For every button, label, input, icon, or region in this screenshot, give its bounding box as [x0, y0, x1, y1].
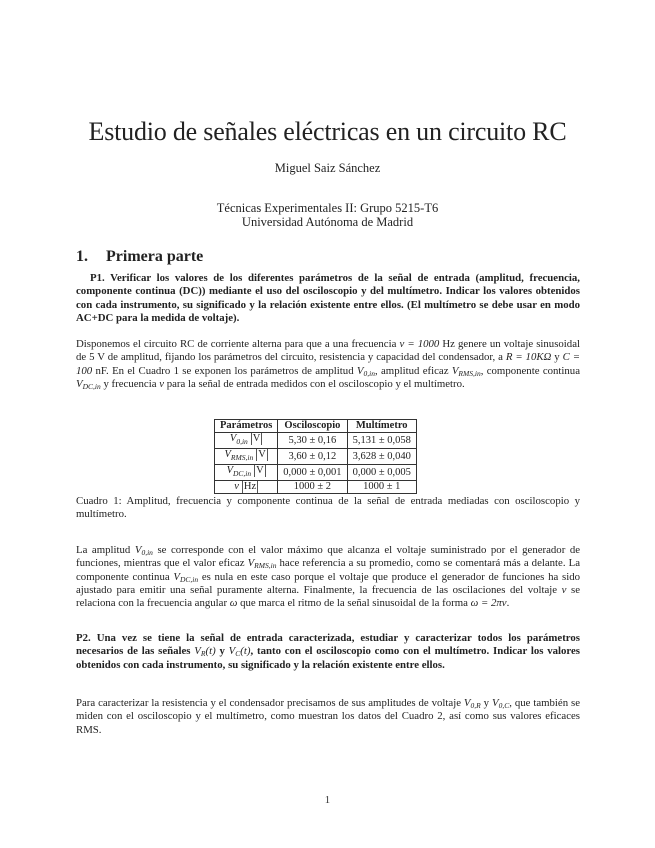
- question-p2: P2. Una vez se tiene la señal de entrada caracterizada, estudiar y caracterizar todos los parámetros necesarios de las señales $V_R(t)$ y $V_C(t)$, tanto con el osciloscopio como con el multímetro. Indicar los valores obtenidos con cada instrumento, su significado y la relación existente entre ellos.: [76, 632, 580, 671]
- question-label: P2.: [76, 632, 91, 644]
- table-row: [215, 481, 417, 494]
- section-heading: [76, 248, 203, 266]
- table-row: [215, 433, 417, 449]
- table-row: [215, 449, 417, 465]
- table-header: Osciloscopio: [278, 420, 347, 433]
- table-header-row: [215, 420, 417, 433]
- paragraph-intro: Disponemos el circuito RC de corriente alterna para que a una frecuencia ν = 1000 Hz genere un voltaje sinusoidal de 5 V de amplitud, fijando los parámetros del circuito, resistencia y capacidad del condensador, a R = 10KΩ y C = 100 nF. En el Cuadro 1 se exponen los parámetros de amplitud $V_{0,in}$, amplitud eficaz $V_{RMS,in}$, componente continua $V_{DC,in}$ y frecuencia ν para la señal de entrada medidos con el osciloscopio y el multímetro.: [76, 338, 580, 391]
- multimeter-value: 3,628 ± 0,040: [347, 449, 416, 465]
- question-label: P1.: [90, 272, 105, 284]
- table-caption: Cuadro 1: Amplitud, frecuencia y componente continua de la señal de entrada mediadas con osciloscopio y multímetro.: [76, 495, 580, 521]
- param-cell: ν Hz: [215, 481, 278, 494]
- page-number: 1: [324, 794, 331, 806]
- section-title: Primera parte: [106, 248, 204, 265]
- oscilloscope-value: 0,000 ± 0,001: [278, 465, 347, 481]
- question-p1: [76, 272, 580, 325]
- affiliation-course: Técnicas Experimentales II: Grupo 5215-T6: [216, 201, 439, 215]
- param-cell: $V_{0,in}$ V: [215, 433, 278, 449]
- document-author: Miguel Saiz Sánchez: [274, 161, 381, 175]
- document-title: Estudio de señales eléctricas en un circuito RC: [88, 117, 567, 146]
- param-cell: $V_{RMS,in}$ V: [215, 449, 278, 465]
- multimeter-value: 1000 ± 1: [347, 481, 416, 494]
- data-table-cuadro-1: [214, 419, 417, 494]
- table-header: Multímetro: [347, 420, 416, 433]
- affiliation: [0, 201, 655, 229]
- multimeter-value: 5,131 ± 0,058: [347, 433, 416, 449]
- table-header: Parámetros: [215, 420, 278, 433]
- paragraph-explanation: La amplitud $V_{0,in}$ se corresponde con el valor máximo que alcanza el voltaje suministrado por el generador de funciones, mientras que el valor eficaz $V_{RMS,in}$ hace referencia a su promedio, como se comentará más a delante. La componente continua $V_{DC,in}$ es nula en este caso porque el voltaje que produce el generador de funciones ha sido ajustado para emitir una señal puramente alterna. Finalmente, la frecuencia de las oscilaciones del voltaje ν se relaciona con la frecuencia angular ω que marca el ritmo de la señal sinusoidal de la forma ω = 2πν.: [76, 544, 581, 610]
- oscilloscope-value: 5,30 ± 0,16: [278, 433, 347, 449]
- question-text: Verificar los valores de los diferentes parámetros de la señal de entrada (amplitud, frecuencia, componente continua (DC)) mediante el uso del osciloscopio y del multímetro. Indicar los valores obtenidos con cada instrumento, su significado y la relación existente entre ellos. (El multímetro se debe usar en modo AC+DC para la medida de voltaje).: [76, 272, 580, 324]
- table-row: [215, 465, 417, 481]
- paragraph-p2-answer: Para caracterizar la resistencia y el condensador precisamos de sus amplitudes de voltaje $V_{0,R}$ y $V_{0,C}$, que también se miden con el osciloscopio y el multímetro, como muestran los datos del Cuadro 2, así como sus valores eficaces RMS.: [76, 697, 580, 736]
- multimeter-value: 0,000 ± 0,005: [347, 465, 416, 481]
- oscilloscope-value: 3,60 ± 0,12: [278, 449, 347, 465]
- affiliation-university: Universidad Autónoma de Madrid: [241, 215, 414, 229]
- oscilloscope-value: 1000 ± 2: [278, 481, 347, 494]
- param-cell: $V_{DC,in}$ V: [215, 465, 278, 481]
- section-number: 1.: [76, 248, 88, 265]
